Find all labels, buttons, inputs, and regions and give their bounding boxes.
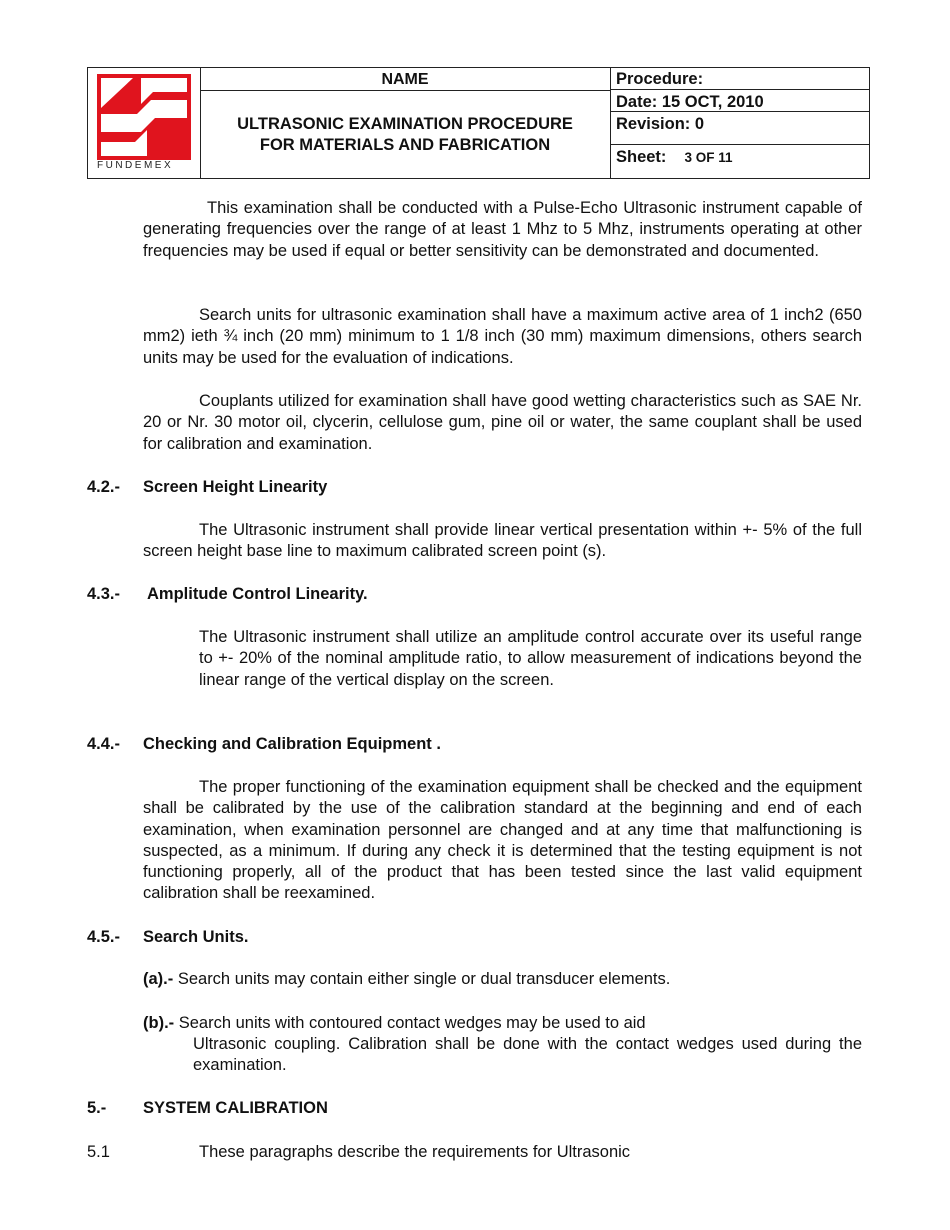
item-label: (b).- bbox=[143, 1014, 175, 1032]
section-text: These paragraphs describe the requirements for Ultrasonic bbox=[199, 1143, 631, 1161]
section-number: 4.4.- bbox=[87, 735, 121, 753]
section-number: 5.1 bbox=[87, 1143, 110, 1161]
sheet-row bbox=[610, 145, 869, 178]
document-title bbox=[200, 91, 610, 156]
paragraph-2: Search units for ultrasonic examination shall have a maximum active area of 1 inch2 (650 mm2) ieth ¾ inch (20 mm) minimum to 1 1/8 inch (30 mm) maximum dimensions, others search units may be used for the evaluation of indications. bbox=[143, 306, 862, 367]
section-4-3-text: The Ultrasonic instrument shall utilize an amplitude control accurate over its useful range to +- 20% of the nominal amplitude ratio, to allow measurement of indications beyond the linear range of the vertical display on the screen. bbox=[199, 628, 862, 689]
logo-cell bbox=[88, 68, 201, 178]
paragraph-1: This examination shall be conducted with a Pulse-Echo Ultrasonic instrument capable of generating frequencies over the range of at least 1 Mhz to 5 Mhz, instruments operating at other frequencies may be used if equal or better sensitivity can be demonstrated and documented. bbox=[143, 199, 862, 260]
section-title: Checking and Calibration Equipment . bbox=[143, 735, 441, 753]
section-title: Screen Height Linearity bbox=[143, 478, 328, 496]
item-text: Search units with contoured contact wedges may be used to aid bbox=[174, 1014, 646, 1032]
item-text: Search units may contain either single or dual transducer elements. bbox=[173, 970, 671, 988]
section-4-5-item-b bbox=[143, 1013, 862, 1034]
title-line-1: ULTRASONIC EXAMINATION PROCEDURE bbox=[237, 115, 573, 133]
date-label: Date: 15 OCT, 2010 bbox=[610, 90, 869, 112]
section-title: SYSTEM CALIBRATION bbox=[143, 1099, 328, 1117]
meta-cell bbox=[610, 68, 869, 178]
section-5-1 bbox=[87, 1142, 862, 1163]
section-number: 5.- bbox=[87, 1099, 107, 1117]
paragraph-3: Couplants utilized for examination shall have good wetting characteristics such as SAE Nr. 20 or Nr. 30 motor oil, clycerin, cellulose gum, pine oil or water, the same couplant shall be used for calibration and examination. bbox=[143, 392, 862, 453]
section-4-5-item-a bbox=[143, 969, 862, 990]
revision-label: Revision: 0 bbox=[610, 112, 869, 145]
document-header bbox=[87, 67, 870, 179]
section-4-2-heading bbox=[87, 478, 327, 497]
section-4-5-item-b-continued: Ultrasonic coupling. Calibration shall be done with the contact wedges used during the examination. bbox=[193, 1035, 862, 1075]
sheet-value: 3 OF 11 bbox=[684, 150, 733, 165]
section-4-5-heading bbox=[87, 928, 248, 947]
procedure-label: Procedure: bbox=[610, 68, 869, 90]
fundemex-logo-icon bbox=[97, 74, 191, 160]
section-4-3-heading bbox=[87, 585, 368, 604]
section-title: Search Units. bbox=[143, 928, 249, 946]
sheet-label: Sheet: bbox=[616, 148, 667, 166]
section-5-heading bbox=[87, 1099, 328, 1118]
section-number: 4.2.- bbox=[87, 478, 121, 496]
title-cell bbox=[200, 68, 611, 178]
section-title: Amplitude Control Linearity. bbox=[147, 585, 368, 603]
section-4-2-text: The Ultrasonic instrument shall provide linear vertical presentation within +- 5% of the full screen height base line to maximum calibrated screen point (s). bbox=[143, 521, 862, 561]
title-line-2: FOR MATERIALS AND FABRICATION bbox=[259, 136, 551, 154]
section-number: 4.5.- bbox=[87, 928, 121, 946]
name-label: NAME bbox=[200, 68, 610, 91]
section-number: 4.3.- bbox=[87, 585, 121, 603]
section-4-4-text: The proper functioning of the examination equipment shall be checked and the equipment shall be calibrated by the use of the calibration standard at the beginning and end of each examination, when examination personnel are changed and at any time that malfunctioning is suspected, as a minimum. If during any check it is determined that the testing equipment is not functioning properly, all of the product that has been tested since the last valid equipment calibration shall be reexamined. bbox=[143, 778, 862, 903]
item-label: (a).- bbox=[143, 970, 174, 988]
logo-text: FUNDEMEX bbox=[97, 160, 174, 171]
section-4-4-heading bbox=[87, 735, 441, 754]
